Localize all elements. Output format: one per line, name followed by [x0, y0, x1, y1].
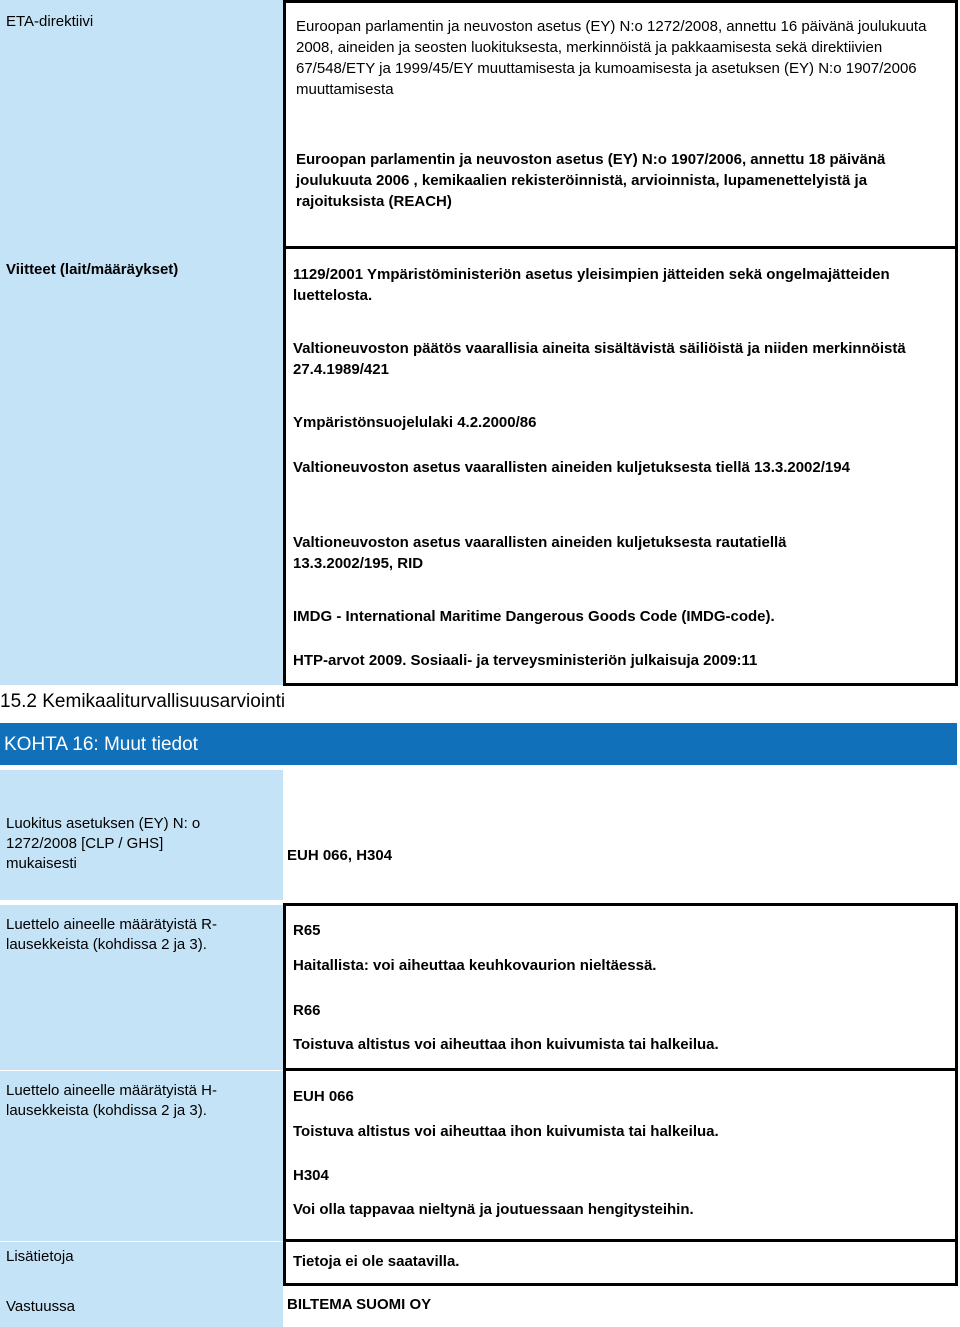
eta-regulation-reach: Euroopan parlamentin ja neuvoston asetus (EY) N:o 1907/2006, annettu 18 päivänä joulukuuta 2006 , kemikaalien rekisteröinnistä, arvioinnista, lupamenettelyistä ja rajoituksista (REACH) [296, 151, 886, 210]
h-phrase-text: Voi olla tappavaa nieltynä ja joutuessaan hengitysteihin. [293, 1201, 694, 1218]
reference-item: 1129/2001 Ympäristöministeriön asetus yleisimpien jätteiden sekä ongelmajätteiden luettelosta. [293, 266, 890, 304]
eta-regulation-clp: Euroopan parlamentin ja neuvoston asetus (EY) N:o 1272/2008, annettu 16 päivänä joulukuuta 2008, aineiden ja seosten luokituksesta, merkinnöistä ja pakkaamisesta sekä direktiivien 67/548/ETY ja 1999/45/EY muuttamisesta ja kumoamisesta ja asetuksen (EY) N:o 1907/2006 muuttamisesta [296, 18, 927, 98]
h-phrase-code: H304 [293, 1167, 329, 1184]
h-phrases-label-cell [0, 1071, 283, 1241]
h-phrase-code: EUH 066 [293, 1088, 354, 1105]
reference-item: Valtioneuvoston asetus vaarallisten aineiden kuljetuksesta rautatiellä 13.3.2002/195, RID [293, 534, 787, 572]
h-phrase-text: Toistuva altistus voi aiheuttaa ihon kuivumista tai halkeilua. [293, 1123, 719, 1140]
info-label-cell [0, 1242, 283, 1286]
eta-label-cell [0, 0, 283, 249]
responsible-label-cell [0, 1286, 283, 1327]
reference-item: Ympäristönsuojelulaki 4.2.2000/86 [293, 414, 537, 431]
info-label: Lisätietoja [6, 1248, 74, 1265]
h-phrases-label: Luettelo aineelle määrätyistä H-lausekkeista (kohdissa 2 ja 3). [6, 1082, 217, 1119]
r-phrase-code: R66 [293, 1002, 321, 1019]
info-value: Tietoja ei ole saatavilla. [293, 1253, 460, 1270]
eta-label: ETA-direktiivi [6, 13, 94, 30]
section-16-title: KOHTA 16: Muut tiedot [4, 734, 198, 755]
section-15-2-heading: 15.2 Kemikaaliturvallisuusarviointi [0, 691, 286, 712]
clp-value: EUH 066, H304 [287, 847, 393, 864]
references-label: Viitteet (lait/määräykset) [6, 261, 179, 278]
responsible-value: BILTEMA SUOMI OY [287, 1296, 432, 1313]
r-phrase-text: Toistuva altistus voi aiheuttaa ihon kuivumista tai halkeilua. [293, 1036, 719, 1053]
spacer-light [0, 770, 283, 800]
responsible-label: Vastuussa [6, 1298, 75, 1315]
r-phrases-label: Luettelo aineelle määrätyistä R-lausekkeista (kohdissa 2 ja 3). [6, 916, 217, 953]
reference-item: IMDG - International Maritime Dangerous Goods Code (IMDG-code). [293, 608, 775, 625]
reference-item: Valtioneuvoston päätös vaarallisia aineita sisältävistä säiliöistä ja niiden merkinnöistä 27.4.1989/421 [293, 340, 906, 378]
section-16-header [0, 723, 957, 765]
eta-content-cell [283, 0, 958, 249]
clp-label-cell [0, 800, 283, 900]
references-label-cell [0, 249, 283, 685]
clp-label: Luokitus asetuksen (EY) N: o 1272/2008 [CLP / GHS] mukaisesti [6, 815, 201, 872]
reference-item: Valtioneuvoston asetus vaarallisten aineiden kuljetuksesta tiellä 13.3.2002/194 [293, 459, 850, 476]
r-phrase-code: R65 [293, 922, 321, 939]
reference-item: HTP-arvot 2009. Sosiaali- ja terveysministeriön julkaisuja 2009:11 [293, 652, 758, 669]
r-phrase-text: Haitallista: voi aiheuttaa keuhkovaurion nieltäessä. [293, 957, 657, 974]
r-phrases-label-cell [0, 905, 283, 1070]
